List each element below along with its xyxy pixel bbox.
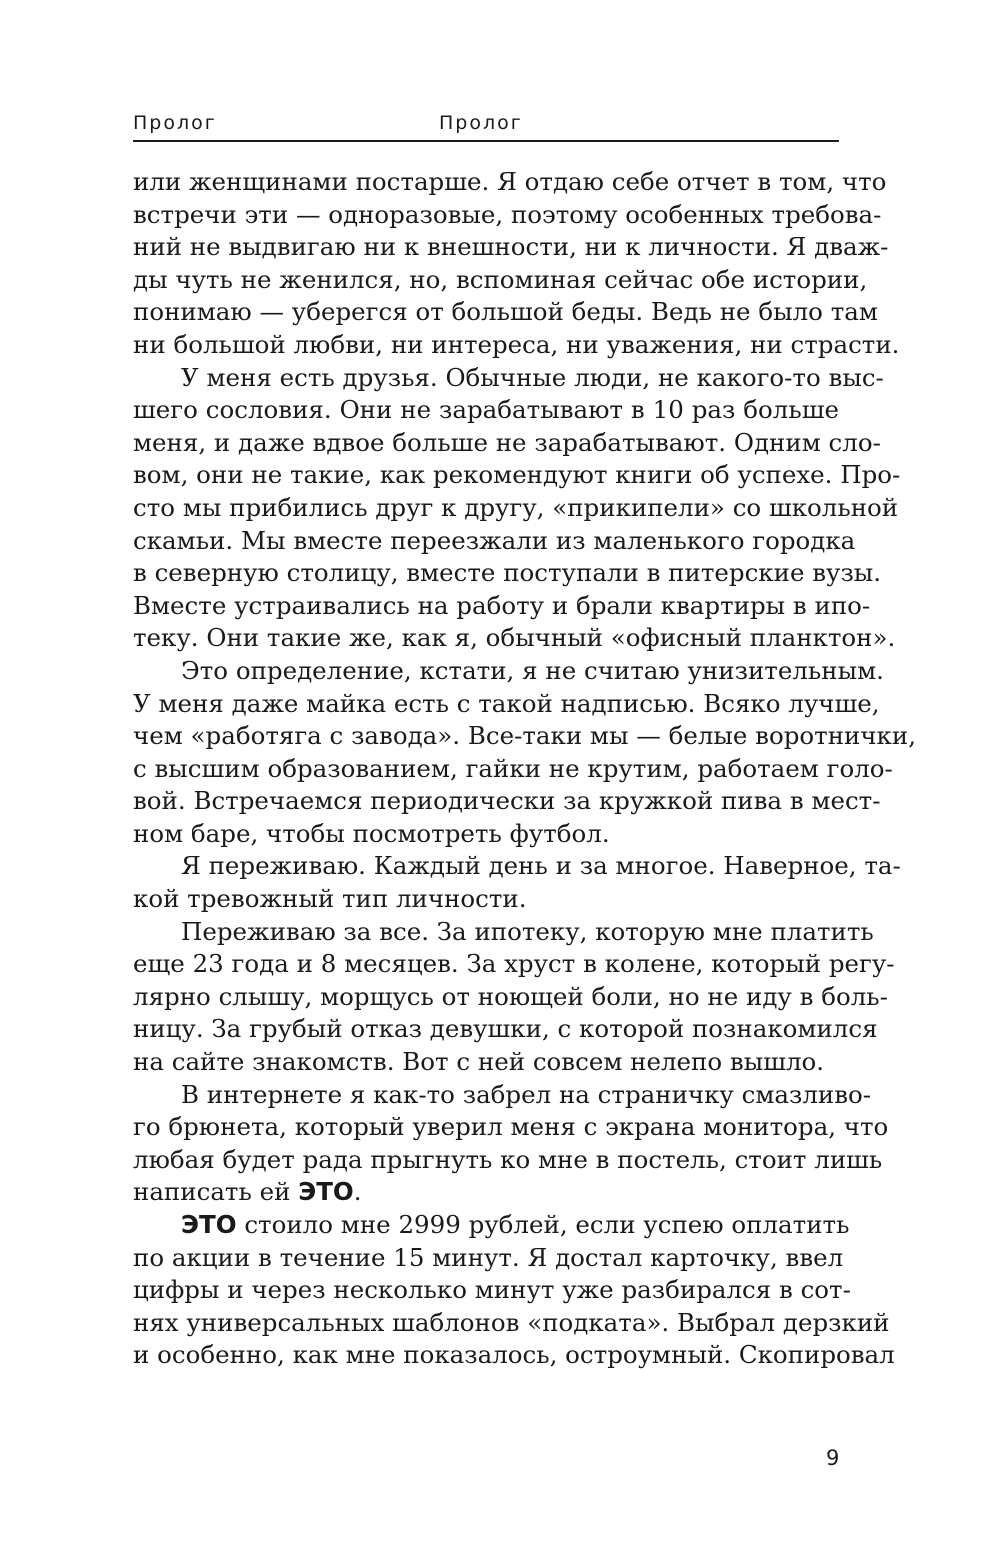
text-line [133, 231, 889, 264]
text-line [133, 264, 868, 297]
text-line [133, 818, 839, 851]
line-text: кой тревожный тип личности. [133, 884, 527, 914]
text-line [133, 394, 839, 427]
page-number: 9 [826, 1446, 840, 1470]
line-text: еще 23 года и 8 месяцев. За хруст в колене, который регу- [133, 949, 895, 979]
line-text-after: . [353, 1177, 362, 1207]
text-line [133, 1274, 851, 1307]
line-text-after: стоило мне 2999 рублей, если успею оплатить [236, 1210, 850, 1239]
text-line [133, 492, 899, 525]
text-line [133, 1307, 890, 1340]
text-line [133, 166, 887, 199]
text-line [133, 427, 881, 460]
line-text: и особенно, как мне показалось, остроумный. Скопировал [133, 1340, 895, 1370]
text-line [133, 557, 882, 590]
line-text: в северную столицу, вместе поступали в питерские вузы. [133, 558, 882, 588]
text-line [133, 948, 895, 981]
line-text: с высшим образованием, гайки не крутим, работаем голо- [133, 753, 893, 783]
line-text: ном баре, чтобы посмотреть футбол. [133, 818, 610, 848]
text-line [133, 362, 884, 395]
text-line [133, 785, 881, 818]
running-head [133, 108, 839, 142]
line-text: Я переживаю. Каждый день и за многое. Наверное, та- [181, 851, 901, 881]
line-text: меня, и даже вдвое больше не зарабатывают. Одним сло- [133, 427, 881, 457]
text-line [133, 329, 900, 362]
line-text: ни большой любви, ни интереса, ни уважения, ни страсти. [133, 329, 900, 359]
text-line [133, 622, 896, 655]
line-text: У меня есть друзья. Обычные люди, не какого-то выс- [181, 362, 884, 392]
line-text: У меня даже майка есть с такой надписью. Всяко лучше, [133, 688, 880, 718]
text-line [133, 525, 856, 558]
line-text: Вместе устраивались на работу и брали квартиры в ипо- [133, 590, 871, 620]
text-line [133, 1013, 878, 1046]
line-text: сто мы прибились друг к другу, «прикипели» со школьной [133, 492, 899, 522]
text-line [133, 753, 893, 786]
line-text: шего сословия. Они не зарабатывают в 10 раз больше [133, 395, 839, 425]
text-line [133, 1176, 839, 1209]
line-text: В интернете я как-то забрел на страничку смазливо- [181, 1079, 872, 1109]
emphasis-text: ЭТО [298, 1177, 354, 1207]
emphasis-text: ЭТО [181, 1210, 237, 1239]
body-text [133, 166, 916, 1372]
text-line [133, 1111, 889, 1144]
line-text: теку. Они такие же, как я, обычный «офисный планктон». [133, 623, 896, 653]
line-text: по акции в течение 15 минут. Я достал карточку, ввел [133, 1242, 844, 1272]
text-line [133, 296, 878, 329]
text-line [133, 720, 916, 753]
text-line [133, 590, 871, 623]
line-text: го брюнета, который уверил меня с экрана монитора, что [133, 1112, 889, 1142]
text-line [133, 1242, 844, 1275]
text-line [133, 883, 839, 916]
running-head-left: Пролог [133, 112, 217, 134]
line-text: встречи эти — одноразовые, поэтому особенных требова- [133, 199, 882, 229]
line-text: чем «работяга с завода». Все-таки мы — белые воротнички, [133, 721, 916, 751]
text-line [133, 1209, 850, 1242]
line-text: ний не выдвигаю ни к внешности, ни к личности. Я дваж- [133, 232, 889, 262]
line-text: любая будет рада прыгнуть ко мне в постель, стоит лишь [133, 1144, 883, 1174]
line-text: лярно слышу, морщусь от ноющей боли, но не иду в боль- [133, 981, 888, 1011]
text-line [133, 655, 884, 688]
text-line [133, 1079, 872, 1112]
line-text: Это определение, кстати, я не считаю унизительным. [181, 655, 884, 685]
line-text: скамьи. Мы вместе переезжали из маленького городка [133, 525, 856, 555]
text-line [133, 459, 901, 492]
line-text: ницу. За грубый отказ девушки, с которой познакомился [133, 1014, 878, 1044]
text-line [133, 850, 901, 883]
text-line [133, 1339, 895, 1372]
text-line [133, 1144, 883, 1177]
line-text: вом, они не такие, как рекомендуют книги об успехе. Про- [133, 460, 901, 490]
text-line [133, 688, 880, 721]
line-text: или женщинами постарше. Я отдаю себе отчет в том, что [133, 167, 887, 196]
text-line [133, 1046, 839, 1079]
text-line [133, 916, 874, 949]
line-text: нях универсальных шаблонов «подката». Выбрал дерзкий [133, 1307, 890, 1337]
line-text: понимаю — уберегся от большой беды. Ведь не было там [133, 297, 878, 327]
text-line [133, 199, 882, 232]
running-head-center: Пролог [439, 112, 523, 134]
line-text: вой. Встречаемся периодически за кружкой пива в мест- [133, 786, 881, 816]
text-line [133, 981, 888, 1014]
line-text: Переживаю за все. За ипотеку, которую мне платить [181, 916, 874, 946]
line-text: ды чуть не женился, но, вспоминая сейчас обе истории, [133, 264, 868, 294]
line-text: цифры и через несколько минут уже разбирался в сот- [133, 1275, 851, 1305]
line-text: на сайте знакомств. Вот с ней совсем нелепо вышло. [133, 1047, 825, 1077]
line-text: написать ей [133, 1177, 299, 1207]
